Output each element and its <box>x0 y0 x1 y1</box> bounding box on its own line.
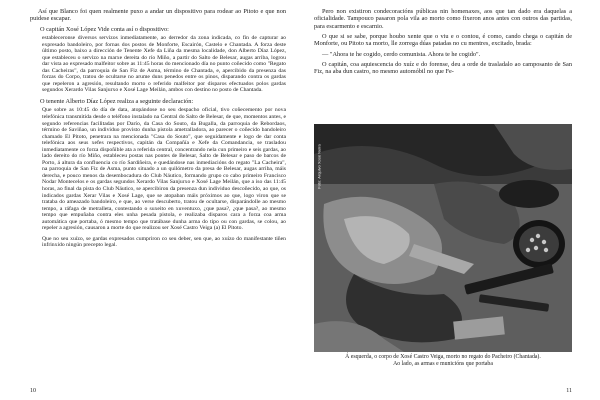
paragraph-burial-order: O capitán, coa aquiescencia do xuíz e do forense, deu a orde de trasladalo ao camposanto de San Fiz, na aba dun castro, no mesmo automóbil no que Fe- <box>314 61 572 76</box>
paragraph-intro: Así que Blanco foi quen realmente puxo a andar un dispositivo para rodear ao Pitoto e que non puidese escapar. <box>30 8 286 23</box>
quote-lieutenant-declaration: Que sobre as 10:45 do día de data, atopándose no seu despacho oficial, tivo coñecemento por nova telefónica transmitida desde o teléfono instalado na Central do Salto de Belesar, de que, momentos antes, e segundo referencias facilitadas por Darío, da Casa do Souto, da Bugalla, da parroquia de Rebordaos, término de Saviñao, un individuo provisto dunha pistola ametralladora, ao parecer o coñecido bandoleiro chamado El Pitoto, penetrara na mencionada "Casa do Souto", que seguidamente e logo de dar conta telefónica aos seus xefes respectivos, capitán da Compañía e Xefe da Comandancia, se trasladou inmediatamente co forza dispoñible ata a referida central, concentrando nela cun primeiro e seis gardas, ao lado dereito do río Miño, estableceu postas nas pontes de Belesar, Salto de Belesar e paso de barcos de Porto, á altura da confluencia co río Sardiñeira, e quedándose nas inmediacións do regato "La Cacheira", na parroquia de San Fiz de Asma, punto situado a un quilómetro da presa de Belesar, augas arriba, máis derecha, e pouco menos da desembocadura do Club Náutico, formando grupo co cabo primeiro Francisco Nodar Montecelos e os gardas segundos Xerardo Vilas Sanjurxo e Xosé Lage Meilán, que a iso das 11:45 horas, ao final da pista do Club Náutico, se apercibiron da presenza dun individuo descoñecido, ao que, os indicados gardas Xerar Vilas e Xosé Lage, que se atopaban máis próximos ao que, logo viron que se trataba do ameazado bandoleiro, e que, ao verse descuberto, tratou de ocultarse, disparándolle ao mesmo tempo, a ráfaga de metralleta, contestando o suxeito en xuventuxo, ¿que pasa?, ¿que pasa?, ao mesmo tempo que empuñaba contra eles unha pesada pistola, e realizaba disparos cara a forza coa arma automática que portaba, ó mesmo tempo que tratábase dunha arma do tipo ou con gardas, se colou, ao repeler a agresión, causaron a morte do que realizou ser Xosé Castro Veiga (a) El Pitoto. <box>42 107 286 232</box>
photo-caption <box>314 354 572 368</box>
paragraph-no-decorations: Pero non existiron condecoracións públicas nin homenaxes, aos que tan dado era daquelas a oficialidade. Tampouco pasaron pola vila ao morto como fixeron anos antes con outros das partidas, para escarmento e escarnio. <box>314 8 572 30</box>
page-number-right: 11 <box>566 388 572 394</box>
photo-body-and-weapons <box>314 124 572 352</box>
photo-credit: Foto: Arquivo Xosé Neira <box>316 144 322 189</box>
quote-conclusion: Que no seu xuízo, se gardas expresados cumpriron co seu deber, sen que, ao xuízo do manifestante tiñen infrinxido ningún precepto legal. <box>42 235 286 249</box>
caption-line-2: Ao lado, as armas e municións que portaba <box>393 360 493 367</box>
page-number-left: 10 <box>30 388 36 394</box>
heading-captain-account: O capitán Xosé López Vide conta así o dispositivo: <box>40 25 169 33</box>
heading-lieutenant-declaration: O tenente Alberto Díaz López realiza a seguinte declaración: <box>40 98 194 106</box>
photo-illustration <box>314 124 572 352</box>
paragraph-captain-arrives: O que si se sabe, porque houbo xente que o viu e o contou, é como, cando chega o capitán de Monforte, ou Pitoto xa morto, lle zorrega dúas patadas no cu mentres, excitado, brada: <box>314 33 572 48</box>
dialogue-captain-shout: — "Ahora te he cogido, cerdo comunista. Ahora te he cogido". <box>322 50 481 58</box>
caption-line-1: Á esquerda, o corpo de Xosé Castro Veiga, morto no regato do Pacheiro (Chantada). <box>345 354 541 360</box>
quote-captain-account: estableceronse diversos servizos inmediatamente, ao derredor da zona indicada, co fin de capturar ao expresado bandoleiro, por fornas dos postos de Monforte, Escairón, Castelo e Chantada. A forza deste último posto, baixo a dirección de Tenente Xefe da Liña da mesma localidade, don Alberto Díaz López, que estableceu o servizo na marxe dereita do río Miño, a partir do Salto de Belesar, augas arriba, logrou dar vista ao expresado malfeitor sobre as 11:45 horas do mencionado día no punto coñecido como "Regato das Cacheiras", da parroquia de San Fiz de Asma, término de Chantada, e, apercibido da presenza das forzas do Corpo, tratou de ocultarse no arume duns penedos entre os pinos, disparando contra os gardas que repeleron a agresión, resultando morto o referido malfeitor por disparos efectuados polos gardas segundos Xerardo Vilas Sanjurxo e Xosé Lage Meilán, ambos con destino no posto de Chantada. <box>42 35 286 94</box>
